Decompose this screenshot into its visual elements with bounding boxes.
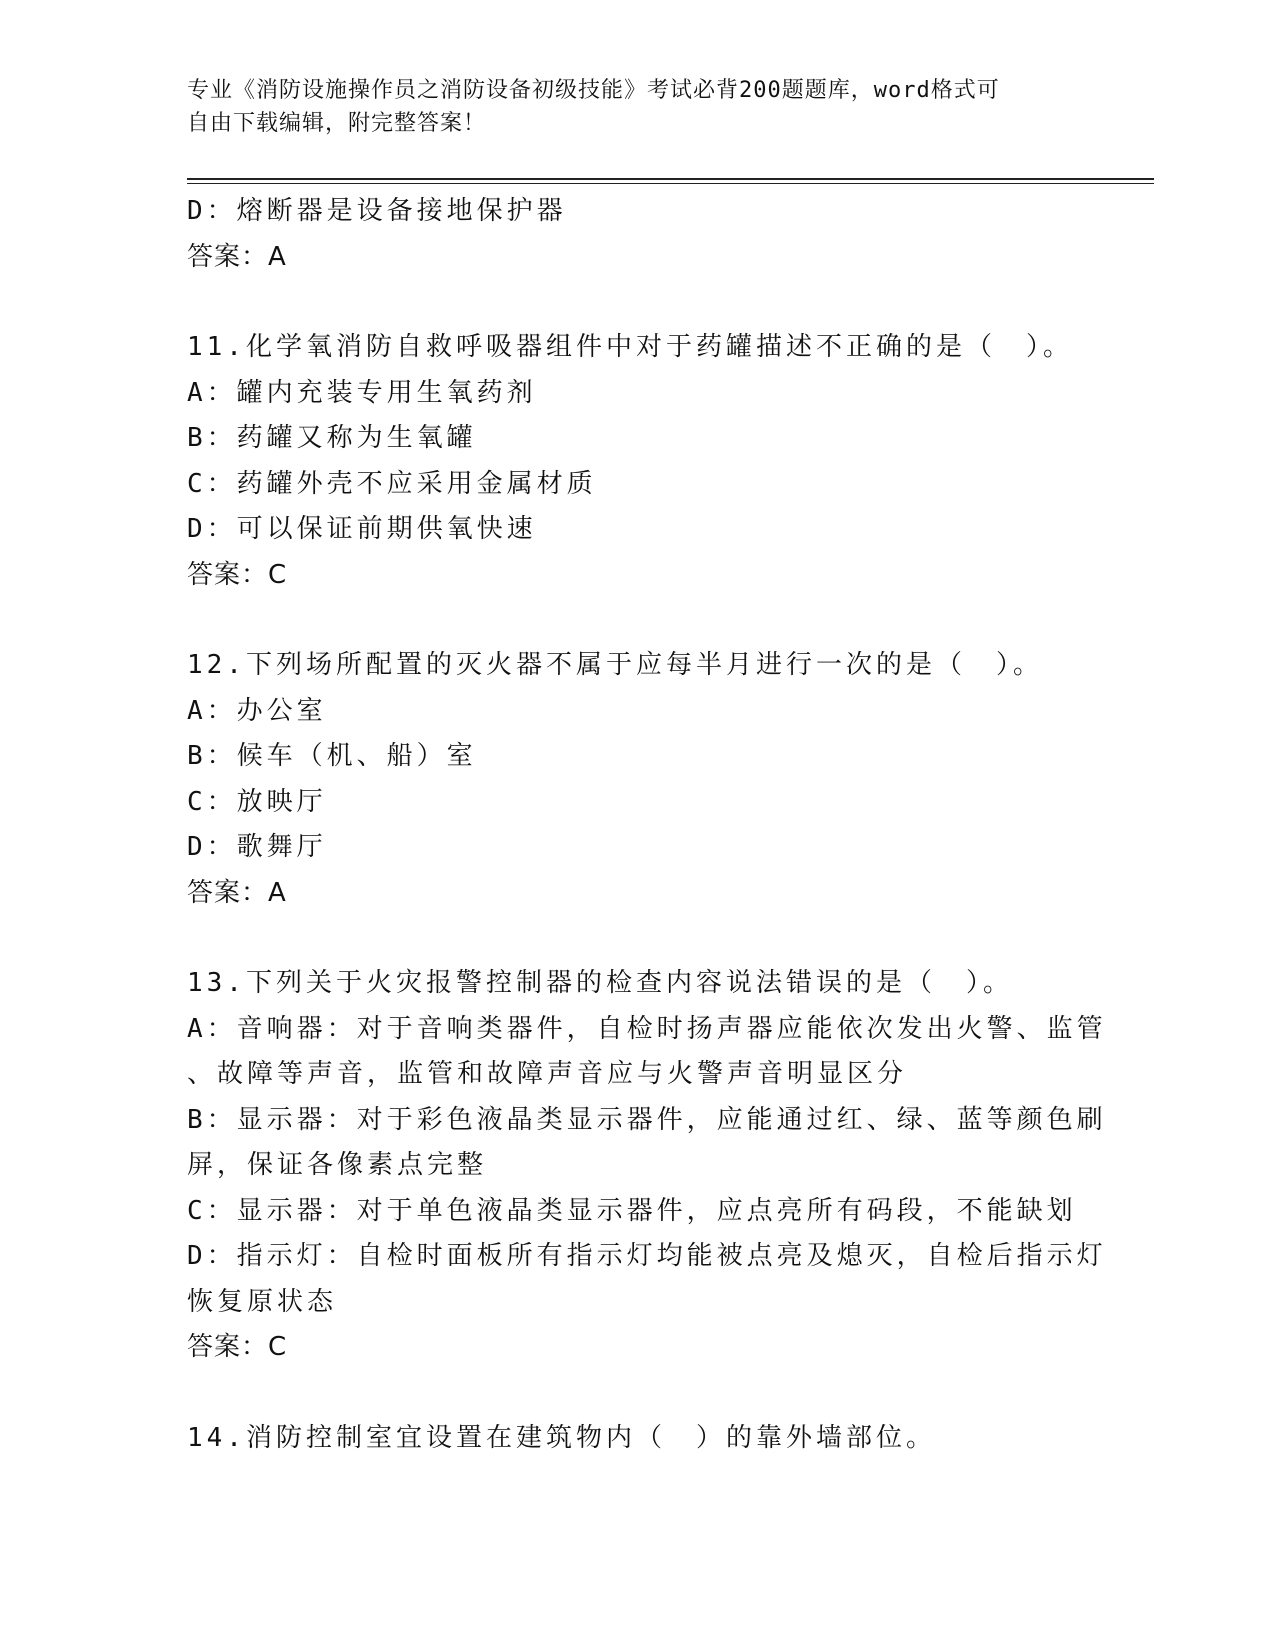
question-11	[187, 325, 1077, 598]
question-14	[187, 1416, 1077, 1462]
header-line-1: 专业《消防设施操作员之消防设备初级技能》考试必背200题题库，word格式可	[187, 78, 1000, 103]
option-a: A：罐内充装专用生氧药剂	[187, 377, 537, 408]
header-divider-thin	[187, 183, 1154, 184]
option-d: D：可以保证前期供氧快速	[187, 514, 537, 544]
option-a-continued: 、故障等声音，监管和故障声音应与火警声音明显区分	[187, 1059, 908, 1089]
option-c: C：显示器：对于单色液晶类显示器件，应点亮所有码段，不能缺划	[187, 1195, 1077, 1226]
option-c: C：放映厅	[187, 786, 327, 817]
option-d: D：歌舞厅	[187, 832, 327, 862]
option-b: B：药罐又称为生氧罐	[187, 423, 477, 453]
page-header	[187, 74, 1067, 140]
option-a: A：音响器：对于音响类器件，自检时扬声器应能依次发出火警、监管	[187, 1013, 1107, 1044]
answer-line: 答案：A	[187, 241, 287, 272]
question-stem: 13.下列关于火灾报警控制器的检查内容说法错误的是（ ）。	[187, 968, 1013, 998]
option-d-continued: 恢复原状态	[187, 1286, 338, 1317]
question-stem: 11.化学氧消防自救呼吸器组件中对于药罐描述不正确的是（ ）。	[187, 332, 1073, 362]
option-c: C：药罐外壳不应采用金属材质	[187, 468, 597, 499]
header-line-2: 自由下载编辑，附完整答案！	[187, 111, 487, 136]
question-13	[187, 961, 1107, 1371]
header-divider-thick	[187, 178, 1154, 180]
previous-question-tail	[187, 189, 1077, 280]
document-body	[187, 189, 1107, 1461]
option-d: D：指示灯：自检时面板所有指示灯均能被点亮及熄灭，自检后指示灯	[187, 1241, 1107, 1271]
option-b: B：候车（机、船）室	[187, 741, 477, 771]
option-b: B：显示器：对于彩色液晶类显示器件，应能通过红、绿、蓝等颜色刷	[187, 1104, 1107, 1135]
option-a: A：办公室	[187, 695, 327, 726]
answer-line: 答案：C	[187, 559, 288, 590]
option-b-continued: 屏，保证各像素点完整	[187, 1150, 488, 1180]
answer-line: 答案：C	[187, 1332, 288, 1362]
question-stem: 14.消防控制室宜设置在建筑物内（ ）的靠外墙部位。	[187, 1422, 936, 1453]
option-d: D：熔断器是设备接地保护器	[187, 196, 567, 226]
question-stem: 12.下列场所配置的灭火器不属于应每半月进行一次的是（ ）。	[187, 650, 1043, 680]
answer-line: 答案：A	[187, 877, 287, 908]
question-12	[187, 643, 1077, 916]
